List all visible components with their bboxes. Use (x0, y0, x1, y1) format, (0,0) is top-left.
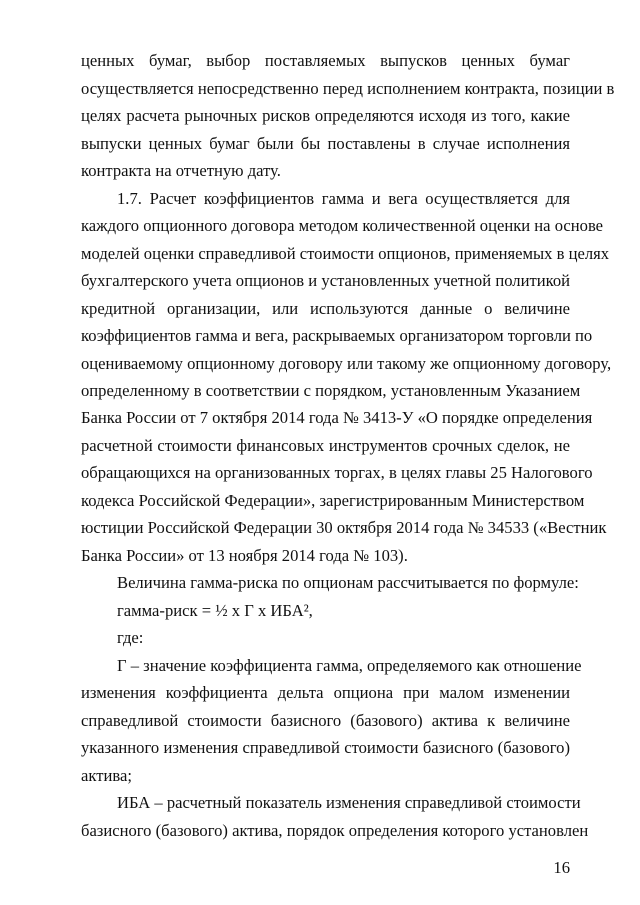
paragraph-line: целях расчета рыночных рисков определяются исходя из того, какие (81, 106, 570, 125)
paragraph-line: бухгалтерского учета опционов и установленных учетной политикой (81, 271, 570, 290)
paragraph-line: юстиции Российской Федерации 30 октября 2014 года № 34533 («Вестник (81, 518, 607, 537)
paragraph-line: оцениваемому опционному договору или такому же опционному договору, (81, 354, 612, 373)
paragraph-line: обращающихся на организованных торгах, в целях главы 25 Налогового (81, 463, 593, 482)
paragraph-line: где: (117, 628, 144, 647)
paragraph-line: ценных бумаг, выбор поставляемых выпусков ценных бумаг (81, 51, 570, 70)
paragraph-line: Банка России от 7 октября 2014 года № 3413-У «О порядке определения (81, 408, 593, 427)
paragraph-line: базисного (базового) актива, порядок определения которого установлен (81, 821, 589, 840)
paragraph-line: каждого опционного договора методом количественной оценки на основе (81, 216, 604, 235)
paragraph-line: определенному в соответствии с порядком, установленным Указанием (81, 381, 581, 400)
page-number: 16 (553, 858, 570, 877)
paragraph-line: кредитной организации, или используются данные о величине (81, 299, 570, 318)
paragraph-line: кодекса Российской Федерации», зарегистрированным Министерством (81, 491, 585, 510)
paragraph-line: расчетной стоимости финансовых инструментов срочных сделок, не (81, 436, 570, 455)
paragraph-line: коэффициентов гамма и вега, раскрываемых организатором торговли по (81, 326, 593, 345)
paragraph-line: выпуски ценных бумаг были бы поставлены в случае исполнения (81, 134, 570, 153)
paragraph-line: контракта на отчетную дату. (81, 161, 281, 180)
paragraph-line: моделей оценки справедливой стоимости опционов, применяемых в целях (81, 244, 610, 263)
paragraph-line: Г – значение коэффициента гамма, определяемого как отношение (117, 656, 582, 675)
paragraph-line: справедливой стоимости базисного (базового) актива к величине (81, 711, 570, 730)
paragraph-line: изменения коэффициента дельта опциона при малом изменении (81, 683, 570, 702)
paragraph-line: Банка России» от 13 ноября 2014 года № 103). (81, 546, 408, 565)
formula-line: гамма-риск = ½ х Г х ИБА², (117, 601, 313, 620)
paragraph-line: осуществляется непосредственно перед исполнением контракта, позиции в (81, 79, 615, 98)
paragraph-line: указанного изменения справедливой стоимости базисного (базового) (81, 738, 570, 757)
paragraph-line: Величина гамма-риска по опционам рассчитывается по формуле: (117, 573, 579, 592)
paragraph-line: актива; (81, 766, 132, 785)
paragraph-line: ИБА – расчетный показатель изменения справедливой стоимости (117, 793, 581, 812)
paragraph-line: 1.7. Расчет коэффициентов гамма и вега осуществляется для (117, 189, 570, 208)
